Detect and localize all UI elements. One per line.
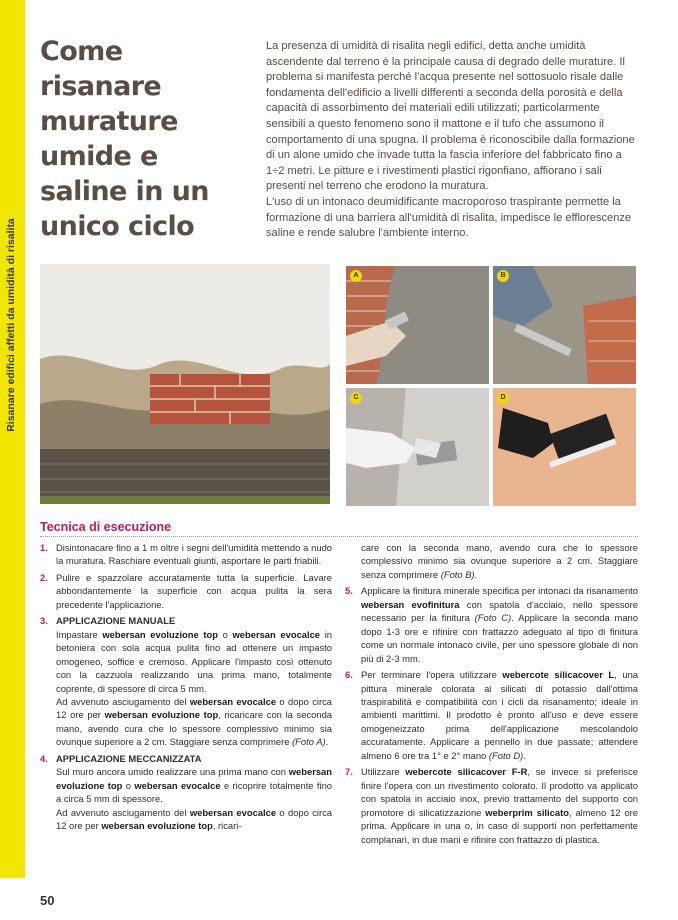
step-7: 7. Utilizzare webercote silicacover F-R, se invece si preferisce finire l'opera con un rivestimento colorato. Il prodotto va applicato con spatola in acciaio inox, previo trattamento del supporto con promotore di silicatizzazione weberprim silicato, almeno 12 ore prima. Applicare in una o, in caso di supporti non perfettamente complanari, in due mani e rifinire con frattazzo di plastica. <box>345 766 638 845</box>
side-band <box>0 0 25 878</box>
step-5: 5. Applicare la finitura minerale specifica per intonaci da risanamento webersan evofinitura con spatola d'acciaio, nello spessore necessario per la finitura (Foto C). Applicare la seconda mano dopo 1-3 ore e rifinire con frattazzo adeguato al tipo di finitura come un normale intonaco civile, per uno spessore globale di non più di 2-3 mm. <box>345 585 638 664</box>
section-title: Tecnica di esecuzione <box>40 520 172 534</box>
photo-label: D <box>497 392 509 404</box>
photo-a <box>346 266 489 384</box>
damp-wall-photo <box>40 264 330 504</box>
step-2: 2. Pulire e spazzolare accuratamente tutta la superficie. Lavare abbondantemente la superficie con acqua pulita la sera precedente l'applicazione. <box>40 571 332 610</box>
steps-column-left <box>40 541 332 836</box>
step-3: 3. APPLICAZIONE MANUALE Impastare webersan evoluzione top o webersan evocalce in betoniera con sola acqua pulita fino ad ottenere un impasto omogeneo, soffice e cremoso. Applicare l'impasto così ottenuto con la cazzuola realizzando una prima mano, totalmente coprente, di spessore di circa 5 mm. Ad avvenuto asciugamento del webersan evocalce o dopo circa 12 ore per webersan evoluzione top, ricaricare con la seconda mano, avendo cura che lo spessore complessivo minimo sia ovunque superiore a 2 cm. Staggiare senza comprimere (Foto A). <box>40 615 333 748</box>
intro-paragraph: L'uso di un intonaco deumidificante macroporoso traspirante permette la formazione di una barriera all'umidità di risalita, impedisce le efflorescenze saline e rende salubre l'ambiente interno. <box>266 195 632 240</box>
photo-b <box>493 266 636 384</box>
photo-d <box>493 388 636 506</box>
page-number: 50 <box>40 893 55 908</box>
photo-label: C <box>350 392 362 404</box>
steps-column-right <box>345 541 638 849</box>
step-4-continued: care con la seconda mano, avendo cura che lo spessore complessivo minimo sia ovunque superiore a 2 cm. Staggiare senza comprimere (Foto B). <box>361 542 638 580</box>
photo-label: B <box>497 270 509 282</box>
step-4: 4. APPLICAZIONE MECCANIZZATA Sul muro ancora umido realizzare una prima mano con webersan evoluzione top o webersan evocalce e ricoprire totalmente fino a circa 5 mm di spessore. Ad avvenuto asciugamento del webersan evocalce o dopo circa 12 ore per webersan evoluzione top, ricari- <box>40 752 332 832</box>
step-1: 1. Disintonacare fino a 1 m oltre i segni dell'umidità mettendo a nudo la muratura. Raschiare eventuali giunti, asportare le parti friabili. <box>40 542 332 567</box>
dotted-divider <box>40 536 638 537</box>
intro-paragraph: La presenza di umidità di risalita negli edifici, detta anche umidità ascendente dal terreno è la principale causa di degrado delle murature. Il problema si manifesta perché l'acqua presente nel sottosuolo risale dalle fondamenta dell'edificio a livelli differenti a seconda della porosità e della capacità di assorbimento dei materiali edili utilizzati; particolarmente sensibili a questo fenomeno sono il mattone e il tufo che assumono il comportamento di una spugna. Il problema è riconoscibile dalla formazione di un alone umido che invade tutta la fascia inferiore del fabbricato fino a 1÷2 metri. Le pitture e i rivestimenti plastici rigonfiano, affiorano i sali presenti nel terreno che erodono la muratura. <box>266 40 635 193</box>
step-heading: APPLICAZIONE MANUALE <box>56 615 176 627</box>
intro-text <box>266 39 638 242</box>
step-6: 6. Per terminare l'opera utilizzare webercote silicacover L, una pittura minerale colorata ai silicati di potassio dall'ottima traspirabilità e compatibilità con i cicli da risanamento; ideale in ambienti marittimi. Il prodotto è pronto all'uso e deve essere omogeneizzato prima dell'applicazione mescolandolo accuratamente. Applicare a pennello in due passate; attendere almeno 6 ore tra 1° e 2° mano (Foto D). <box>345 669 639 761</box>
page-title: Come risanare murature umide e saline in un unico ciclo <box>40 36 209 242</box>
photo-label: A <box>350 270 362 282</box>
photo-c <box>346 388 489 506</box>
step-heading: APPLICAZIONE MECCANIZZATA <box>56 752 202 764</box>
